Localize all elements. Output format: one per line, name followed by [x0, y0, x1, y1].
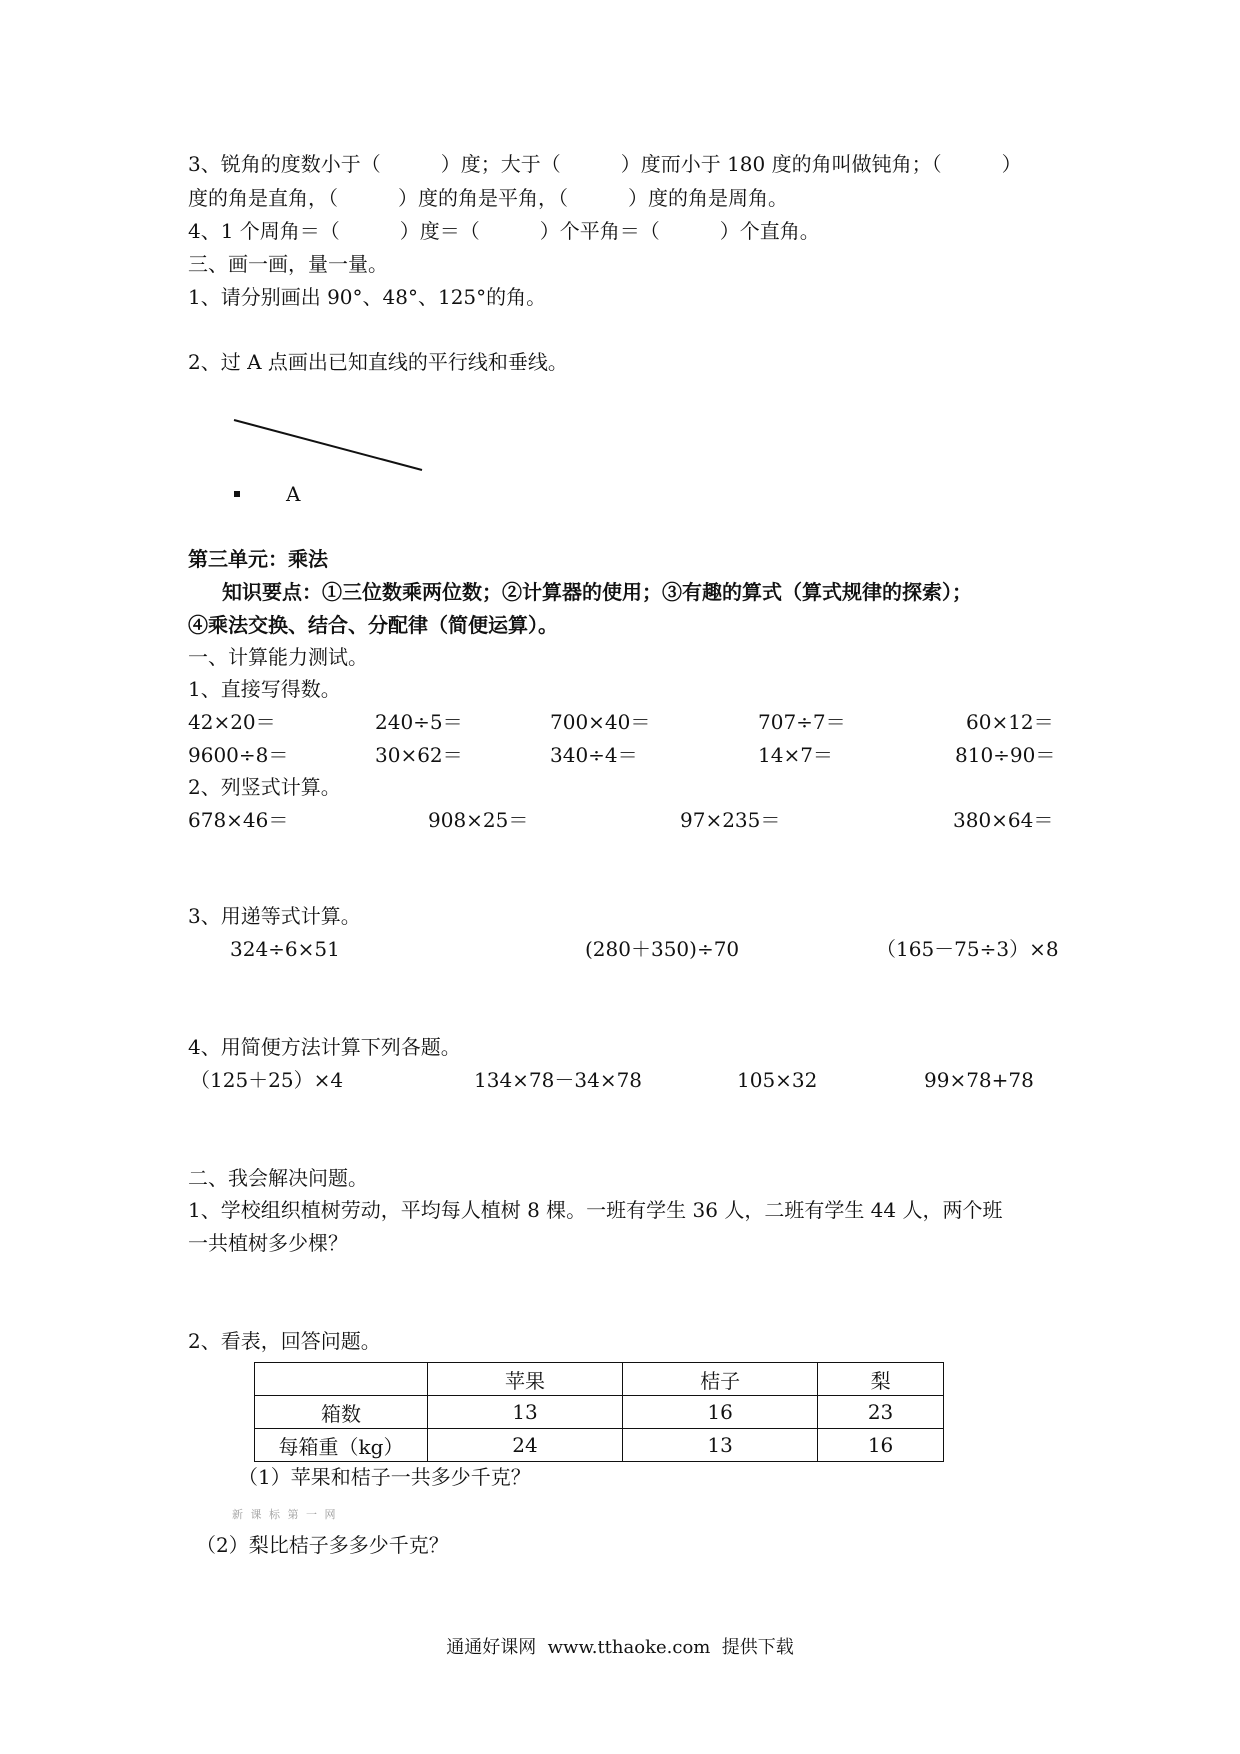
calc-item: 42×20＝	[188, 710, 276, 734]
problem-1-line-2: 一共植树多少棵？	[188, 1231, 348, 1255]
table-header-cell	[255, 1363, 428, 1396]
stepwise-calc-item: (280＋350)÷70	[585, 937, 740, 961]
stepwise-calc-item: （165－75÷3）×8	[876, 937, 1059, 961]
table-row	[255, 1429, 944, 1462]
calc-item: 810÷90＝	[955, 743, 1056, 767]
simplified-calc-item: 134×78－34×78	[474, 1068, 643, 1092]
vertical-calc-item: 97×235＝	[680, 808, 781, 832]
watermark-text: 新 课 标 第 一 网	[232, 1508, 338, 1521]
calc-item: 340÷4＝	[550, 743, 638, 767]
simplified-calc-item: （125＋25）×4	[190, 1068, 344, 1092]
unit-3-title: 第三单元：乘法	[188, 547, 328, 571]
sub-question-2: （2）梨比桔子多多少千克？	[196, 1533, 449, 1557]
vertical-calc-item: 908×25＝	[428, 808, 529, 832]
problem-2-title: 2、看表，回答问题。	[188, 1329, 381, 1353]
table-cell: 13	[623, 1429, 818, 1462]
draw-question-1: 1、请分别画出 90°、48°、125°的角。	[188, 285, 547, 309]
calc-q3-title: 3、用递等式计算。	[188, 904, 361, 928]
sub-question-1: （1）苹果和桔子一共多少千克？	[238, 1465, 531, 1489]
simplified-calc-item: 105×32	[737, 1068, 818, 1092]
calc-item: 9600÷8＝	[188, 743, 289, 767]
given-line-figure	[220, 410, 440, 490]
draw-question-2: 2、过 A 点画出已知直线的平行线和垂线。	[188, 350, 568, 374]
calc-item: 14×7＝	[758, 743, 833, 767]
question-4: 4、1 个周角＝（ ）度＝（ ）个平角＝（ ）个直角。	[188, 219, 820, 243]
calc-q2-title: 2、列竖式计算。	[188, 775, 341, 799]
given-line	[234, 420, 422, 470]
page-footer: 通通好课网 www.tthaoke.com 提供下载	[446, 1637, 794, 1658]
simplified-calc-item: 99×78+78	[924, 1068, 1034, 1092]
fruit-data-table	[254, 1362, 944, 1462]
point-a-marker	[234, 491, 240, 497]
table-cell: 16	[818, 1429, 944, 1462]
calc-q4-title: 4、用简便方法计算下列各题。	[188, 1035, 461, 1059]
calc-item: 30×62＝	[375, 743, 463, 767]
point-a-label: A	[286, 482, 301, 506]
table-row-label: 每箱重（kg）	[255, 1429, 428, 1462]
table-cell: 24	[428, 1429, 623, 1462]
table-cell: 23	[818, 1396, 944, 1429]
table-row-label: 箱数	[255, 1396, 428, 1429]
vertical-calc-item: 678×46＝	[188, 808, 289, 832]
calc-heading: 一、计算能力测试。	[188, 645, 368, 669]
table-row	[255, 1396, 944, 1429]
problems-heading: 二、我会解决问题。	[188, 1166, 368, 1190]
calc-item: 700×40＝	[550, 710, 651, 734]
problem-1-line-1: 1、学校组织植树劳动，平均每人植树 8 棵。一班有学生 36 人，二班有学生 44 人，两个班	[188, 1198, 1003, 1222]
stepwise-calc-item: 324÷6×51	[230, 937, 340, 961]
calc-item: 60×12＝	[966, 710, 1054, 734]
table-cell: 16	[623, 1396, 818, 1429]
table-header-cell: 桔子	[623, 1363, 818, 1396]
table-header-row	[255, 1363, 944, 1396]
vertical-calc-item: 380×64＝	[953, 808, 1054, 832]
key-points-line-1: 知识要点：①三位数乘两位数；②计算器的使用；③有趣的算式（算式规律的探索）；	[222, 580, 972, 604]
table-header-cell: 苹果	[428, 1363, 623, 1396]
calc-item: 707÷7＝	[758, 710, 846, 734]
draw-section-heading: 三、画一画，量一量。	[188, 252, 388, 276]
table-cell: 13	[428, 1396, 623, 1429]
key-points-line-2: ④乘法交换、结合、分配律（简便运算）。	[188, 613, 558, 637]
question-3-line-1: 3、锐角的度数小于（ ）度；大于（ ）度而小于 180 度的角叫做钝角；（ ）	[188, 152, 1022, 176]
calc-q1-title: 1、直接写得数。	[188, 677, 341, 701]
calc-item: 240÷5＝	[375, 710, 463, 734]
table-header-cell: 梨	[818, 1363, 944, 1396]
question-3-line-2: 度的角是直角，（ ）度的角是平角，（ ）度的角是周角。	[188, 186, 788, 210]
